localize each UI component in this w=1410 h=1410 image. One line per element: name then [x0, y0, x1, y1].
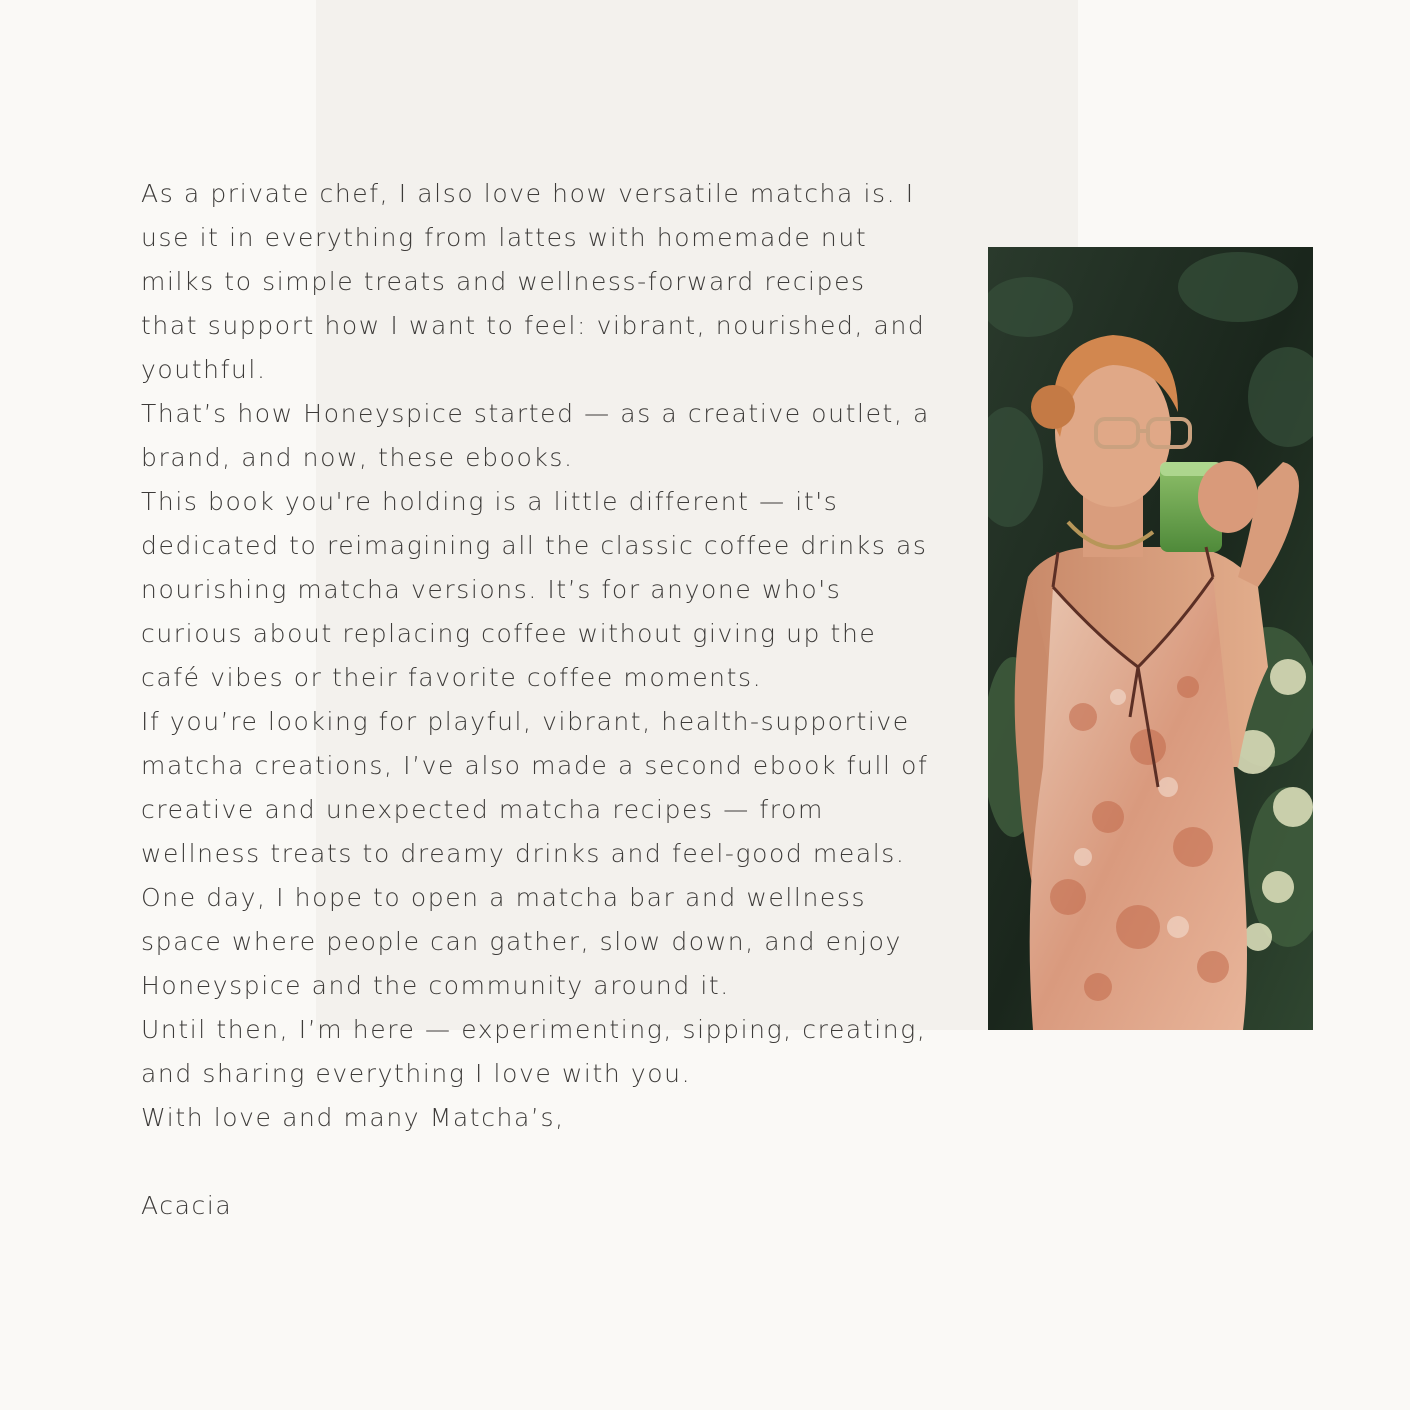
paragraph-second-ebook: If you’re looking for playful, vibrant, health-supportive matcha creations, I’ve also made a second ebook full of creative and unexpected matcha recipes — from wellness treats to dreamy drinks and feel-good meals. [141, 707, 929, 868]
closing-line: With love and many Matcha’s, [141, 1103, 565, 1132]
author-photo [988, 247, 1313, 1030]
paragraph-honeyspice-start: That’s how Honeyspice started — as a creative outlet, a brand, and now, these ebooks. [141, 399, 930, 472]
paragraph-until-then: Until then, I’m here — experimenting, sipping, creating, and sharing everything I love with you. [141, 1015, 927, 1088]
signature: Acacia [141, 1191, 233, 1220]
paragraph-this-book: This book you're holding is a little different — it's dedicated to reimagining all the classic coffee drinks as nourishing matcha versions. It’s for anyone who's curious about replacing coffee without giving up the café vibes or their favorite coffee moments. [141, 487, 928, 692]
paragraph-matcha-bar: One day, I hope to open a matcha bar and wellness space where people can gather, slow down, and enjoy Honeyspice and the community around it. [141, 883, 902, 1000]
paragraph-private-chef: As a private chef, I also love how versatile matcha is. I use it in everything from lattes with homemade nut milks to simple treats and wellness-forward recipes that support how I want to feel: vibrant, nourished, and youthful. [141, 179, 926, 384]
letter-body [141, 172, 931, 1228]
